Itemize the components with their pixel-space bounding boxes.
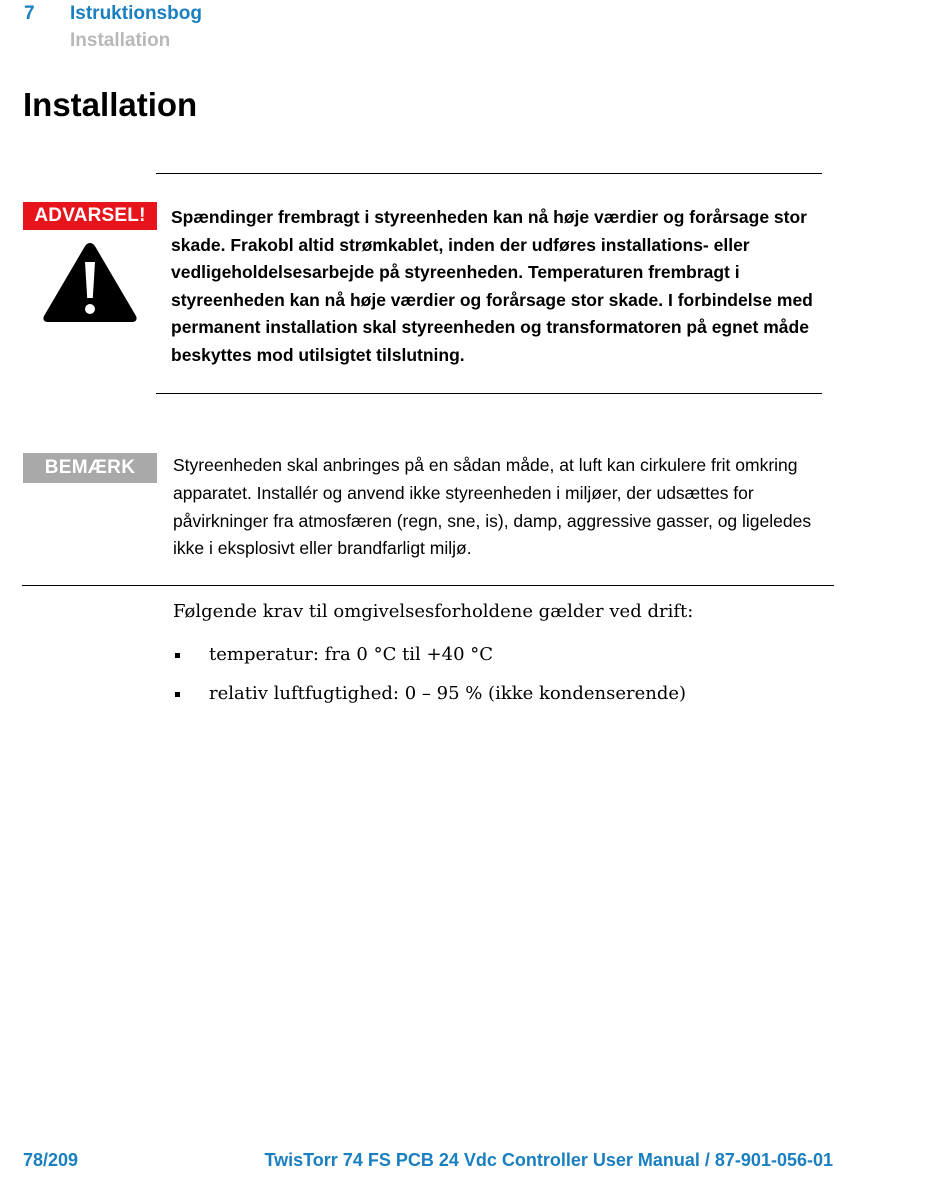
note-badge: BEMÆRK — [23, 453, 157, 483]
warning-text: Spændinger frembragt i styreenheden kan nå høje værdier og forårsage stor skade. Frakobl altid strømkablet, inden der udføres installations- eller vedligeholdelsesarbejde på styreenheden. Temperaturen frembragt i styreenheden kan nå høje værdier og forårsage stor skade. I forbindelse med permanent installation skal styreenheden og transformatoren på egnet måde beskyttes mod utilsigtet tilslutning. — [171, 207, 813, 365]
page-title: Installation — [23, 86, 198, 123]
list-item — [173, 641, 686, 680]
warning-badge: ADVARSEL! — [23, 202, 157, 230]
section-title: Installation — [70, 30, 171, 51]
page-number: 78/209 — [23, 1150, 79, 1170]
requirements-intro: Følgende krav til omgivelsesforholdene gælder ved drift: — [173, 601, 694, 622]
chapter-title: Istruktionsbog — [70, 3, 202, 24]
warning-top-divider — [156, 173, 822, 174]
warning-bottom-divider — [156, 393, 822, 394]
manual-title: TwisTorr 74 FS PCB 24 Vdc Controller User Manual / 87-901-056-01 — [264, 1150, 833, 1170]
list-item — [173, 680, 686, 719]
note-text: Styreenheden skal anbringes på en sådan måde, at luft kan cirkulere frit omkring apparatet. Installér og anvend ikke styreenheden i miljøer, der udsættes for påvirkninger fra atmosfæren (regn, sne, is), damp, aggressive gasser, og ligeledes ikke i eksplosivt eller brandfarligt miljø. — [173, 455, 812, 559]
list-item-text: temperatur: fra 0 °C til +40 °C — [209, 644, 494, 665]
list-item-text: relativ luftfugtighed: 0 – 95 % (ikke kondenserende) — [209, 683, 687, 704]
note-bottom-divider — [22, 585, 834, 586]
warning-triangle-icon — [41, 240, 139, 324]
bullet-icon — [175, 692, 180, 697]
requirements-list — [173, 641, 686, 719]
chapter-number: 7 — [24, 3, 35, 24]
bullet-icon — [175, 653, 180, 658]
